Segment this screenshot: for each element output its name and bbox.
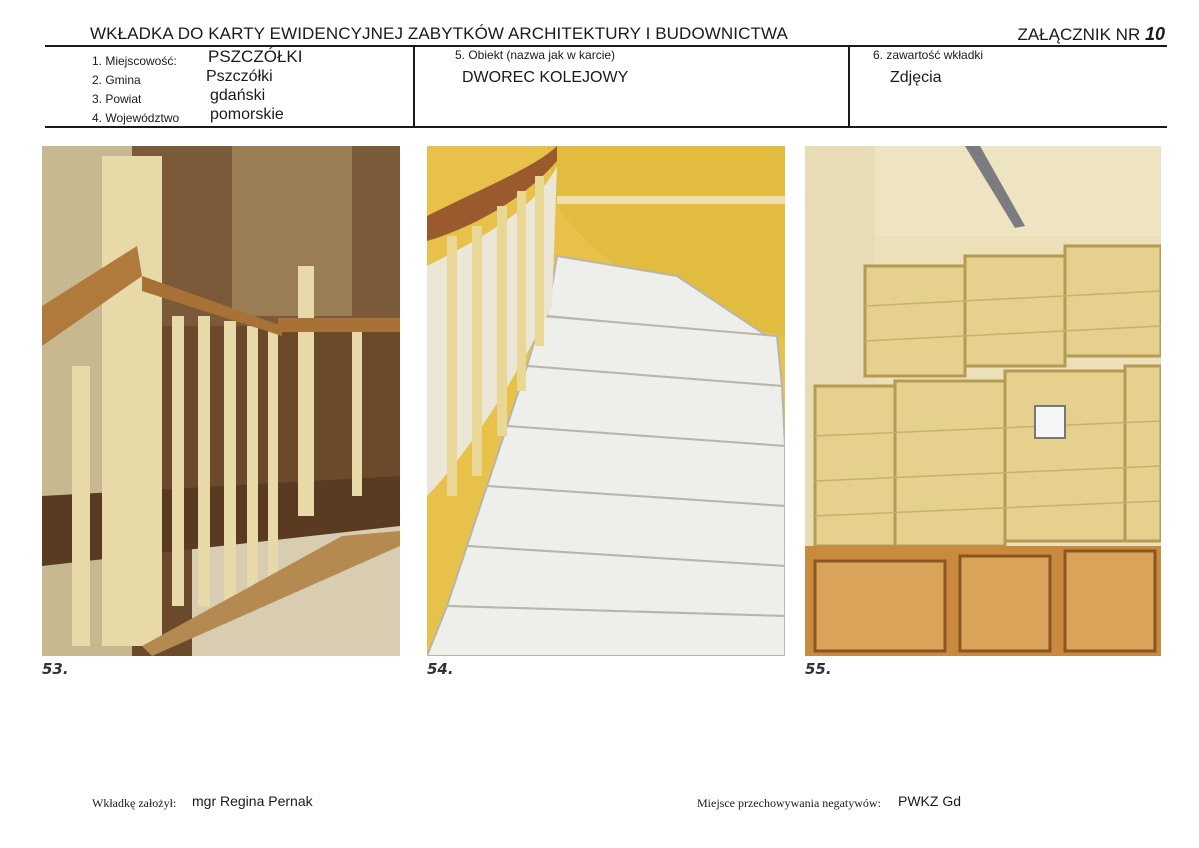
field-locality-label: 1. Miejscowość:	[92, 54, 177, 68]
field-district-value: gdański	[210, 87, 266, 104]
photo-54-caption: 54.	[427, 660, 454, 678]
photo-54	[427, 146, 785, 656]
field-district-label: 3. Powiat	[92, 92, 142, 106]
footer-author-value: mgr Regina Pernak	[192, 793, 313, 809]
photo-55-image	[805, 146, 1161, 656]
photo-54-image	[427, 146, 785, 656]
field-contents-label: 6. zawartość wkładki	[873, 48, 984, 62]
header-bottom-rule	[45, 126, 1167, 128]
footer-author-label: Wkładkę założył:	[92, 796, 177, 810]
photo-55-caption: 55.	[805, 660, 832, 678]
annex-label	[1017, 24, 1165, 45]
field-locality-value: PSZCZÓŁKI	[208, 47, 303, 66]
footer-storage-label: Miejsce przechowywania negatywów:	[697, 796, 881, 810]
photo-53-image	[42, 146, 400, 656]
field-voivodeship-label: 4. Województwo	[92, 111, 180, 125]
field-municipality-label: 2. Gmina	[92, 73, 141, 87]
field-contents-value: Zdjęcia	[890, 69, 942, 86]
annex-number: 10	[1144, 24, 1165, 44]
field-municipality-value: Pszczółki	[206, 68, 273, 85]
field-voivodeship-value: pomorskie	[210, 106, 284, 123]
field-object-value: DWOREC KOLEJOWY	[462, 69, 629, 86]
footer-storage-value: PWKZ Gd	[898, 793, 962, 809]
annex-label-text: ZAŁĄCZNIK NR	[1017, 25, 1141, 44]
photo-53-caption: 53.	[42, 660, 69, 678]
header-divider-2	[848, 46, 850, 126]
header-divider-1	[413, 46, 415, 126]
field-object-label: 5. Obiekt (nazwa jak w karcie)	[455, 48, 616, 62]
photo-53	[42, 146, 400, 656]
photo-55	[805, 146, 1161, 656]
page-title: WKŁADKA DO KARTY EWIDENCYJNEJ ZABYTKÓW ARCHITEKTURY I BUDOWNICTWA	[90, 24, 788, 43]
